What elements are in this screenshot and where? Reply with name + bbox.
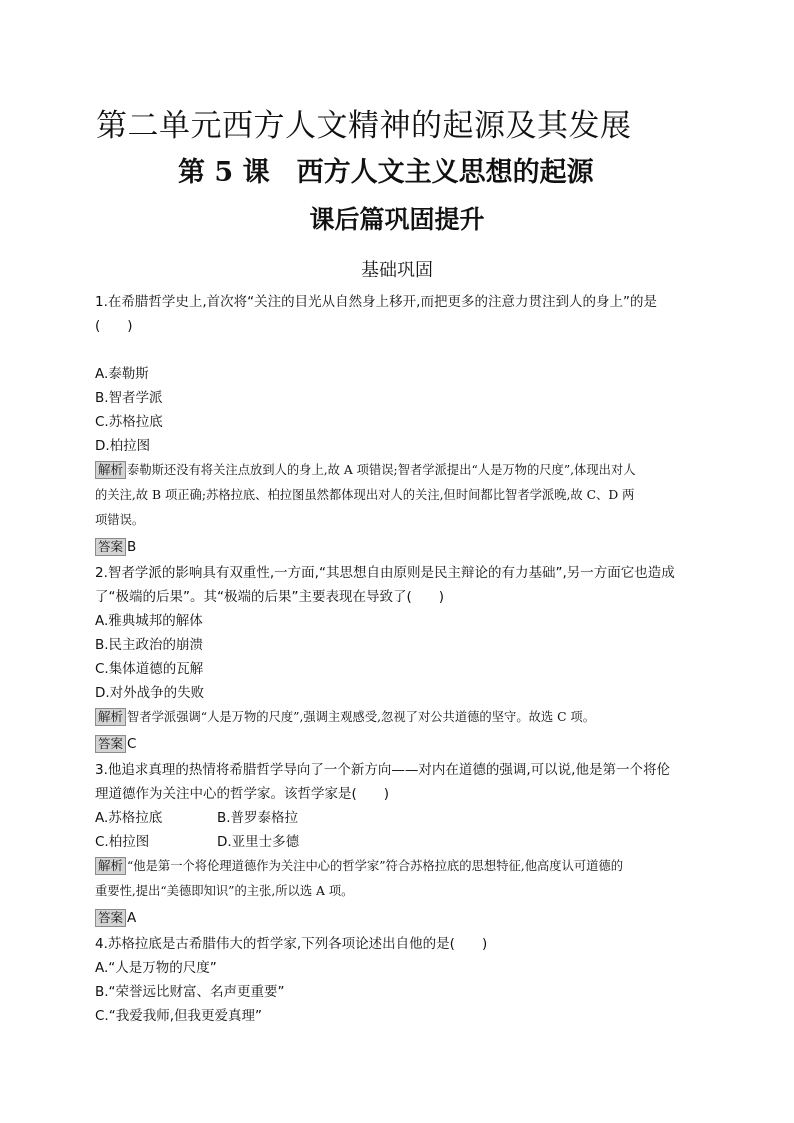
option-row [95, 830, 705, 854]
analysis-text: 智者学派强调“人是万物的尺度”,强调主观感受,忽视了对公共道德的坚守。故选 C 项。 [127, 710, 596, 724]
analysis-text: 的关注,故 B 项正确;苏格拉底、柏拉图虽然都体现出对人的关注,但时间都比智者学派晚,故 C、D 两 [95, 488, 635, 502]
option-b: B.“荣誉远比财富、名声更重要” [95, 984, 285, 1000]
lesson-title: 第 5 课 西方人文主义思想的起源 [178, 157, 594, 188]
analysis-block [95, 854, 705, 904]
option-row [95, 806, 705, 830]
answer-value: A [127, 910, 137, 926]
question-stem: 理道德作为关注中心的哲学家。该哲学家是( ) [95, 786, 390, 802]
unit-title: 第二单元西方人文精神的起源及其发展 [96, 108, 632, 144]
answer-tag: 答案 [95, 909, 126, 927]
question-stem: 2.智者学派的影响具有双重性,一方面,“其思想自由原则是民主辩论的有力基础”,另一方面它也造成 [95, 565, 675, 581]
option-c: C.柏拉图 [95, 834, 150, 850]
option-c: C.苏格拉底 [95, 414, 163, 430]
option-a: A.“人是万物的尺度” [95, 960, 217, 976]
analysis-text: “他是第一个将伦理道德作为关注中心的哲学家”符合苏格拉底的思想特征,他高度认可道德的 [127, 859, 624, 873]
answer-row [95, 732, 705, 756]
question-4 [95, 932, 705, 1028]
analysis-tag: 解析 [95, 461, 126, 479]
option-b: B.普罗泰格拉 [217, 810, 299, 826]
option-c: C.集体道德的瓦解 [95, 661, 204, 677]
question-2 [95, 561, 705, 756]
option-d: D.亚里士多德 [217, 834, 300, 850]
analysis-text: 泰勒斯还没有将关注点放到人的身上,故 A 项错误;智者学派提出“人是万物的尺度”,体现出对人 [127, 463, 636, 477]
answer-tag: 答案 [95, 538, 126, 556]
question-list [95, 290, 705, 1028]
analysis-text: 重要性,提出“美德即知识”的主张,所以选 A 项。 [95, 884, 354, 898]
option-d: D.柏拉图 [95, 438, 151, 454]
analysis-tag: 解析 [95, 708, 126, 726]
question-stem: 了“极端的后果”。其“极端的后果”主要表现在导致了( ) [95, 589, 445, 605]
analysis-block [95, 458, 705, 533]
question-1 [95, 290, 705, 559]
option-a: A.泰勒斯 [95, 366, 149, 382]
question-stem: 3.他追求真理的热情将希腊哲学导向了一个新方向——对内在道德的强调,可以说,他是第一个将伦 [95, 762, 670, 778]
option-d: D.对外战争的失败 [95, 685, 205, 701]
question-stem: 4.苏格拉底是古希腊伟大的哲学家,下列各项论述出自他的是( ) [95, 936, 488, 952]
option-a: A.苏格拉底 [95, 810, 163, 826]
analysis-text: 项错误。 [95, 513, 145, 527]
option-b: B.民主政治的崩溃 [95, 637, 204, 653]
question-stem: 1.在希腊哲学史上,首次将“关注的目光从自然身上移开,而把更多的注意力贯注到人的身上”的是 [95, 294, 657, 310]
answer-row [95, 535, 705, 559]
answer-value: C [127, 736, 137, 752]
answer-value: B [127, 539, 137, 555]
answer-row [95, 906, 705, 930]
section-title: 课后篇巩固提升 [309, 205, 485, 234]
answer-blank: ( ) [95, 318, 133, 334]
question-3 [95, 758, 705, 930]
option-b: B.智者学派 [95, 390, 163, 406]
analysis-tag: 解析 [95, 857, 126, 875]
answer-tag: 答案 [95, 735, 126, 753]
subsection-title: 基础巩固 [361, 260, 433, 281]
option-a: A.雅典城邦的解体 [95, 613, 203, 629]
analysis-block [95, 705, 705, 730]
option-c: C.“我爱我师,但我更爱真理” [95, 1008, 262, 1024]
